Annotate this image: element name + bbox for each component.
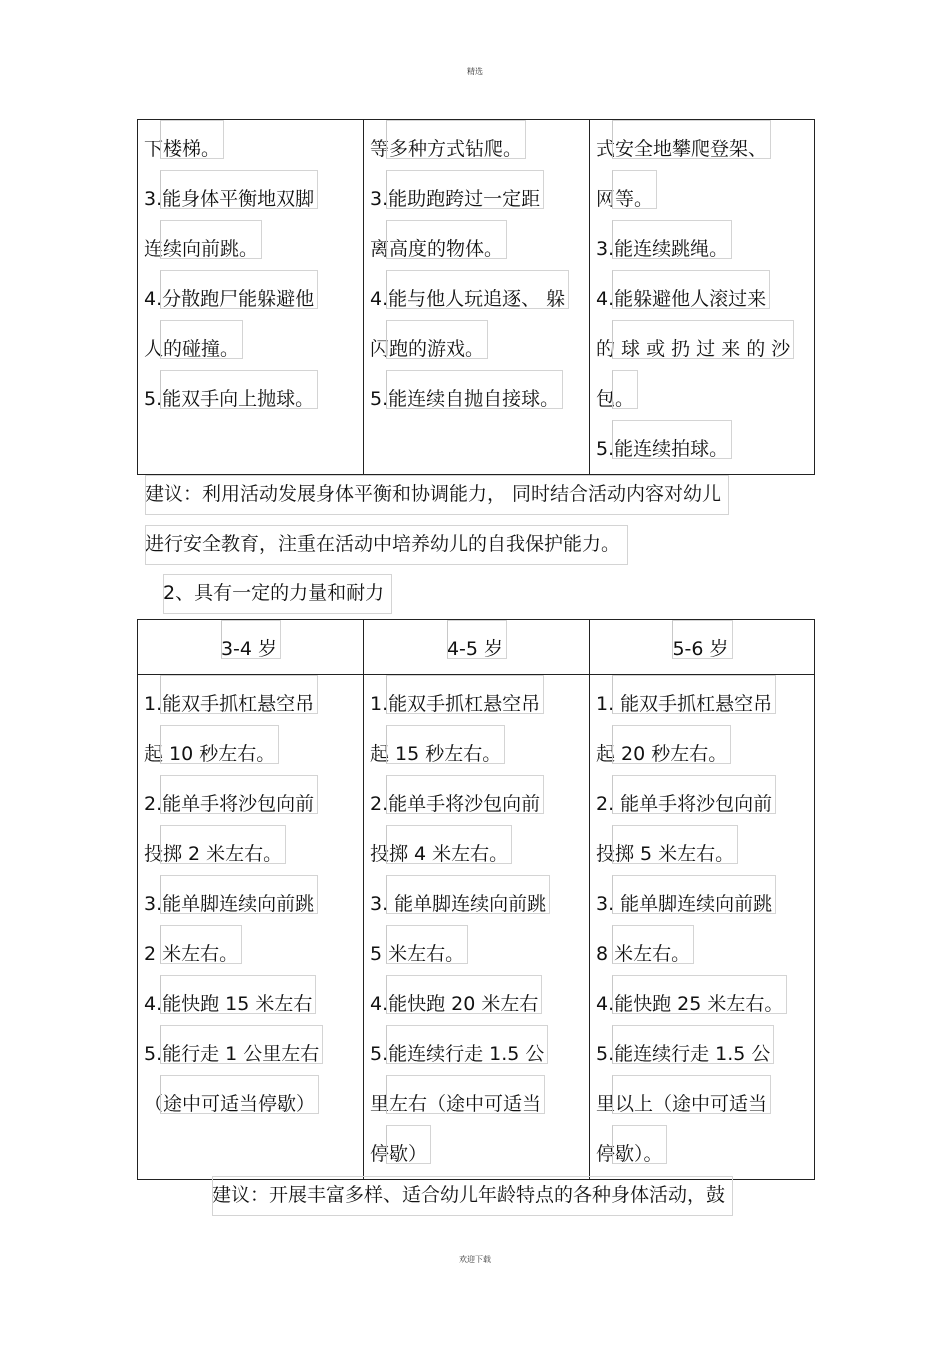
- cell-line: 3.能身体平衡地双脚: [144, 174, 358, 224]
- header-3-4: 3-4 岁: [138, 620, 364, 675]
- cell-line: 2.能单手将沙包向前: [144, 779, 358, 829]
- table-row: [138, 120, 815, 475]
- cell-line: 5.能双手向上抛球。: [144, 374, 358, 424]
- cell-line: 3.能连续跳绳。: [596, 224, 809, 274]
- cell-line: 1. 能双手抓杠悬空吊: [596, 679, 809, 729]
- column-3-4: [138, 120, 364, 475]
- cell-line: 4.能快跑 20 米左右: [370, 979, 584, 1029]
- cell-line: 闪跑的游戏。: [370, 324, 584, 374]
- cell-line: （途中可适当停歇）: [144, 1079, 358, 1129]
- cell-line: 起 20 秒左右。: [596, 729, 809, 779]
- cell-line: 5.能连续行走 1.5 公: [370, 1029, 584, 1079]
- advice-1-line-1: 建议：利用活动发展身体平衡和协调能力， 同时结合活动内容对幼儿: [145, 483, 722, 505]
- footer-watermark: 欢迎下载: [459, 1255, 491, 1264]
- column-5-6: [590, 120, 815, 475]
- cell-line: 3. 能单脚连续向前跳: [370, 879, 584, 929]
- column-3-4: [138, 675, 364, 1180]
- cell-line: 停歇）: [370, 1129, 584, 1179]
- cell-line: 4.能躲避他人滚过来: [596, 274, 809, 324]
- table-header-row: [138, 620, 815, 675]
- cell-line: 2.能单手将沙包向前: [370, 779, 584, 829]
- cell-line: 5.能连续拍球。: [596, 424, 809, 474]
- column-4-5: [364, 120, 590, 475]
- column-4-5: [364, 675, 590, 1180]
- header-4-5: 4-5 岁: [364, 620, 590, 675]
- cell-line: 起 15 秒左右。: [370, 729, 584, 779]
- cell-line: 1.能双手抓杠悬空吊: [144, 679, 358, 729]
- cell-line: 网等。: [596, 174, 809, 224]
- cell-line: 连续向前跳。: [144, 224, 358, 274]
- cell-line: 投掷 4 米左右。: [370, 829, 584, 879]
- cell-line: 里左右（途中可适当: [370, 1079, 584, 1129]
- cell-line: 离高度的物体。: [370, 224, 584, 274]
- cell-line: 2 米左右。: [144, 929, 358, 979]
- cell-line: 里以上（途中可适当: [596, 1079, 809, 1129]
- cell-line: 4.分散跑尸能躲避他: [144, 274, 358, 324]
- cell-line: 2. 能单手将沙包向前: [596, 779, 809, 829]
- cell-line: 3.能助跑跨过一定距: [370, 174, 584, 224]
- strength-endurance-table: [137, 619, 815, 1180]
- cell-line: 5 米左右。: [370, 929, 584, 979]
- cell-line: 5.能行走 1 公里左右: [144, 1029, 358, 1079]
- advice-2-line-1: 建议：开展丰富多样、适合幼儿年龄特点的各种身体活动，鼓: [212, 1184, 726, 1206]
- cell-line: 3.能单脚连续向前跳: [144, 879, 358, 929]
- column-5-6: [590, 675, 815, 1180]
- section-2-title: 2、具有一定的力量和耐力: [163, 582, 385, 604]
- cell-line: 5.能连续自抛自接球。: [370, 374, 584, 424]
- cell-line: 停歇）。: [596, 1129, 809, 1179]
- header-5-6: 5-6 岁: [590, 620, 815, 675]
- cell-line: 1.能双手抓杠悬空吊: [370, 679, 584, 729]
- cell-line: 8 米左右。: [596, 929, 809, 979]
- advice-1-line-2: 进行安全教育，注重在活动中培养幼儿的自我保护能力。: [145, 533, 621, 555]
- cell-line: 4.能快跑 25 米左右。: [596, 979, 809, 1029]
- cell-line: 3. 能单脚连续向前跳: [596, 879, 809, 929]
- cell-line: 5.能连续行走 1.5 公: [596, 1029, 809, 1079]
- balance-skills-table: [137, 119, 815, 475]
- cell-line: 包。: [596, 374, 809, 424]
- cell-line: 人的碰撞。: [144, 324, 358, 374]
- header-watermark: 精选: [467, 67, 483, 76]
- cell-line: 下楼梯。: [144, 124, 358, 174]
- table-row: [138, 675, 815, 1180]
- cell-line: 4.能与他人玩追逐、 躲: [370, 274, 584, 324]
- cell-line: 等多种方式钻爬。: [370, 124, 584, 174]
- cell-line: 投掷 5 米左右。: [596, 829, 809, 879]
- cell-line: 的 球 或 扔 过 来 的 沙: [596, 324, 809, 374]
- cell-line: 式安全地攀爬登架、: [596, 124, 809, 174]
- cell-line: 4.能快跑 15 米左右: [144, 979, 358, 1029]
- cell-line: 投掷 2 米左右。: [144, 829, 358, 879]
- cell-line: 起 10 秒左右。: [144, 729, 358, 779]
